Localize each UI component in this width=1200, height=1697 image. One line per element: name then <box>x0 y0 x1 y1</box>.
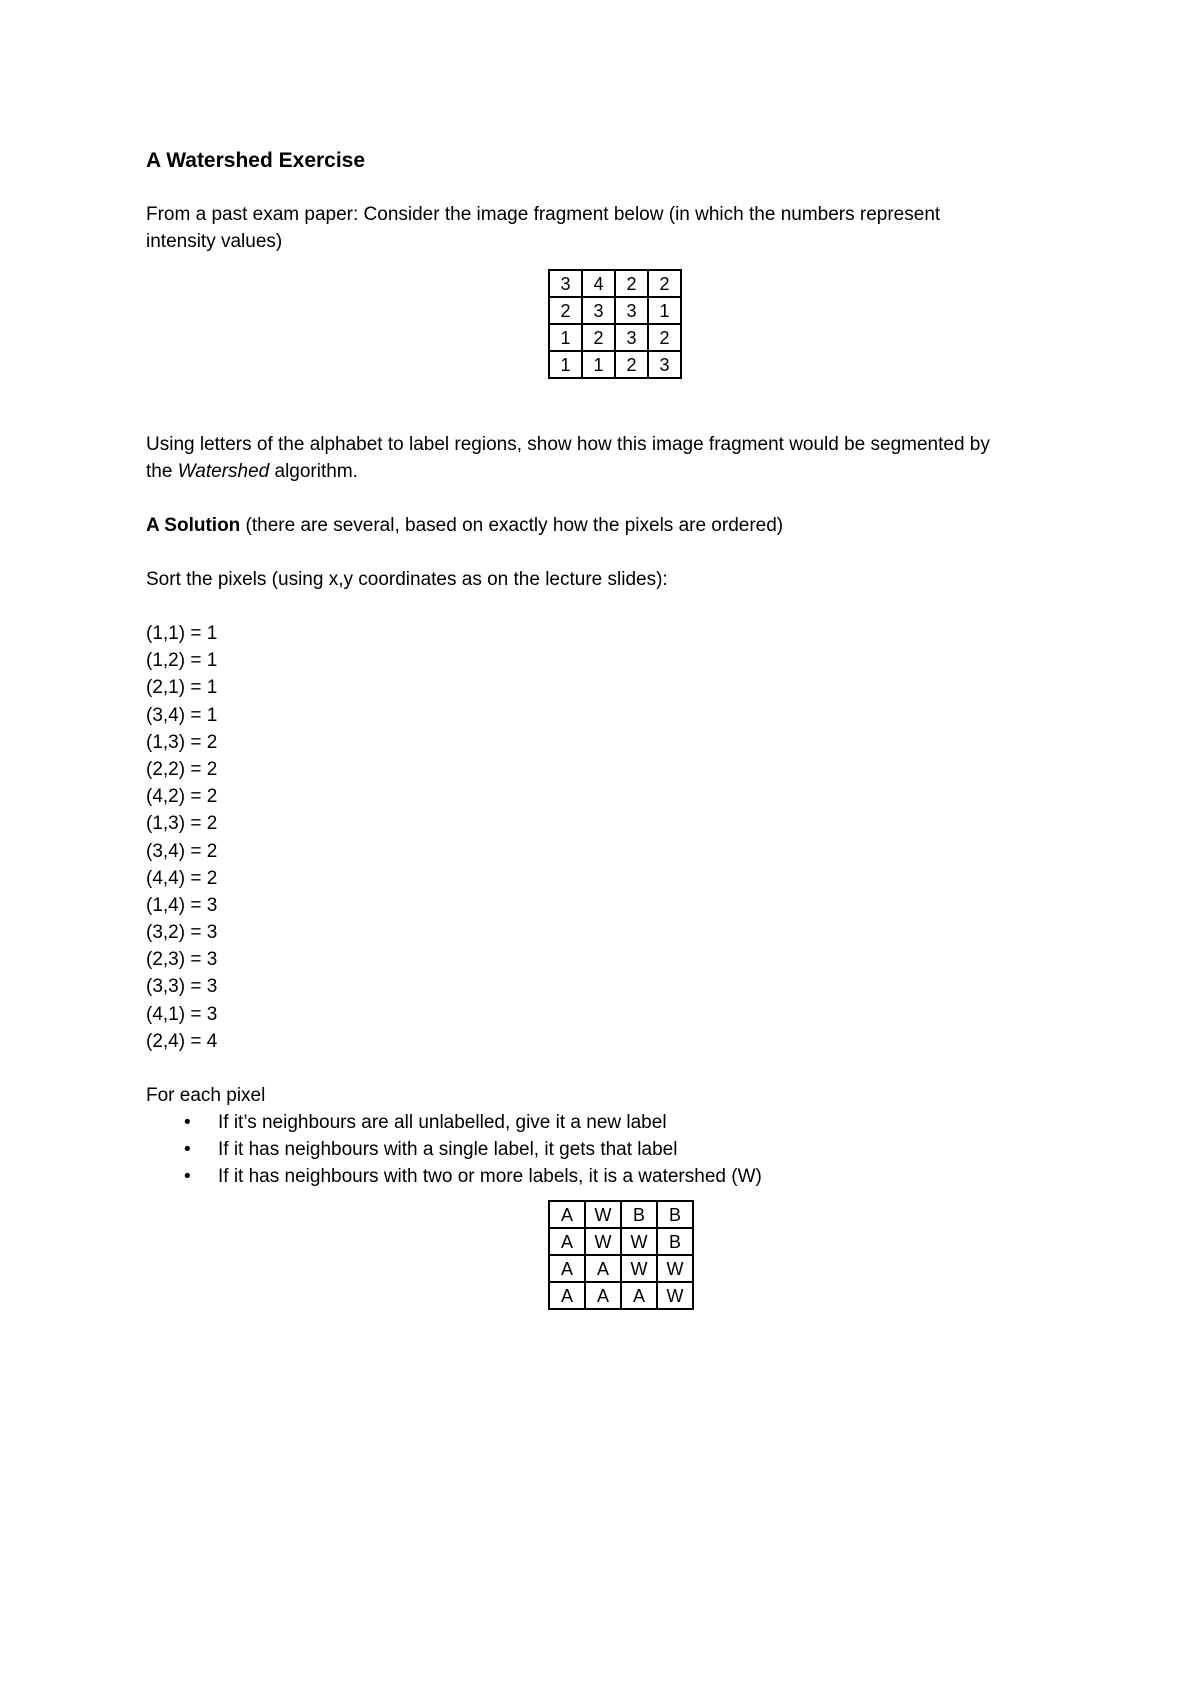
sorted-pixel-item: (2,1) = 1 <box>146 677 218 699</box>
document-page <box>146 148 1106 1310</box>
grid-row <box>549 351 681 378</box>
grid-row <box>549 1201 693 1228</box>
label-cell: B <box>657 1228 693 1255</box>
label-cell: B <box>657 1201 693 1228</box>
grid-row <box>549 1228 693 1255</box>
rule-item <box>184 1136 1106 1163</box>
intensity-cell: 3 <box>648 351 681 378</box>
bullet-icon: • <box>184 1166 191 1187</box>
label-cell: W <box>621 1228 657 1255</box>
label-cell: W <box>657 1255 693 1282</box>
sorted-pixel-item: (1,4) = 3 <box>146 894 218 916</box>
rule-text: If it has neighbours with two or more labels, it is a watershed (W) <box>218 1166 762 1187</box>
sorted-pixel-item: (2,3) = 3 <box>146 949 218 971</box>
label-cell: A <box>549 1255 585 1282</box>
sorted-pixel-item: (3,4) = 2 <box>146 840 218 862</box>
grid-row <box>549 324 681 351</box>
sorted-pixel-item: (1,3) = 2 <box>146 813 218 835</box>
grid-row <box>549 1282 693 1309</box>
label-cell: A <box>549 1201 585 1228</box>
intensity-grid <box>548 269 682 379</box>
intensity-cell: 4 <box>582 270 615 297</box>
intensity-cell: 3 <box>615 297 648 324</box>
label-cell: W <box>585 1228 621 1255</box>
label-cell: W <box>585 1201 621 1228</box>
intensity-cell: 1 <box>549 351 582 378</box>
watershed-result-grid <box>548 1200 694 1310</box>
sort-intro: Sort the pixels (using x,y coordinates as on the lecture slides): <box>146 569 668 590</box>
label-cell: W <box>621 1255 657 1282</box>
question-line-2-pre: the <box>146 461 178 482</box>
rules-intro: For each pixel <box>146 1085 266 1106</box>
intensity-cell: 2 <box>648 324 681 351</box>
intensity-cell: 2 <box>582 324 615 351</box>
label-cell: A <box>621 1282 657 1309</box>
sorted-pixel-item: (3,3) = 3 <box>146 976 218 998</box>
sorted-pixel-item: (3,4) = 1 <box>146 704 218 726</box>
sorted-pixel-list <box>146 620 1106 1055</box>
label-cell: W <box>657 1282 693 1309</box>
sorted-pixel-item: (1,3) = 2 <box>146 731 218 753</box>
sorted-pixel-item: (1,2) = 1 <box>146 650 218 672</box>
rules-list <box>146 1109 1106 1190</box>
sorted-pixel-item: (1,1) = 1 <box>146 623 218 644</box>
document-title: A Watershed Exercise <box>146 149 366 172</box>
bullet-icon: • <box>184 1139 191 1160</box>
solution-heading <box>146 512 1106 539</box>
sorted-pixel-item: (2,4) = 4 <box>146 1030 218 1052</box>
intensity-cell: 3 <box>582 297 615 324</box>
intensity-cell: 1 <box>648 297 681 324</box>
question-line-2-post: algorithm. <box>269 461 358 482</box>
intensity-cell: 3 <box>615 324 648 351</box>
sorted-pixel-item: (4,2) = 2 <box>146 786 218 808</box>
intensity-cell: 1 <box>549 324 582 351</box>
sorted-pixel-item: (3,2) = 3 <box>146 922 218 944</box>
label-cell: A <box>585 1282 621 1309</box>
sorted-pixel-item: (4,1) = 3 <box>146 1003 218 1025</box>
question-line-1: Using letters of the alphabet to label regions, show how this image fragment would be segmented by <box>146 434 990 455</box>
watershed-italic: Watershed <box>177 461 270 482</box>
intensity-cell: 2 <box>615 351 648 378</box>
intro-line-2: intensity values) <box>146 231 283 252</box>
label-cell: A <box>549 1282 585 1309</box>
grid-row <box>549 1255 693 1282</box>
rule-item <box>184 1163 1106 1190</box>
intensity-cell: 2 <box>549 297 582 324</box>
intensity-cell: 3 <box>549 270 582 297</box>
question-line-2 <box>146 458 1106 485</box>
label-cell: B <box>621 1201 657 1228</box>
intensity-cell: 1 <box>582 351 615 378</box>
intro-line-1: From a past exam paper: Consider the image fragment below (in which the numbers represent <box>146 204 941 225</box>
intensity-cell: 2 <box>615 270 648 297</box>
solution-rest: (there are several, based on exactly how the pixels are ordered) <box>240 515 784 536</box>
solution-bold: A Solution <box>146 515 241 536</box>
rule-text: If it’s neighbours are all unlabelled, give it a new label <box>218 1112 667 1133</box>
intensity-cell: 2 <box>648 270 681 297</box>
rule-item <box>184 1109 1106 1136</box>
label-cell: A <box>585 1255 621 1282</box>
label-cell: A <box>549 1228 585 1255</box>
sorted-pixel-item: (4,4) = 2 <box>146 867 218 889</box>
grid-row <box>549 297 681 324</box>
rule-text: If it has neighbours with a single label, it gets that label <box>218 1139 678 1160</box>
grid-row <box>549 270 681 297</box>
sorted-pixel-item: (2,2) = 2 <box>146 758 218 780</box>
bullet-icon: • <box>184 1112 191 1133</box>
